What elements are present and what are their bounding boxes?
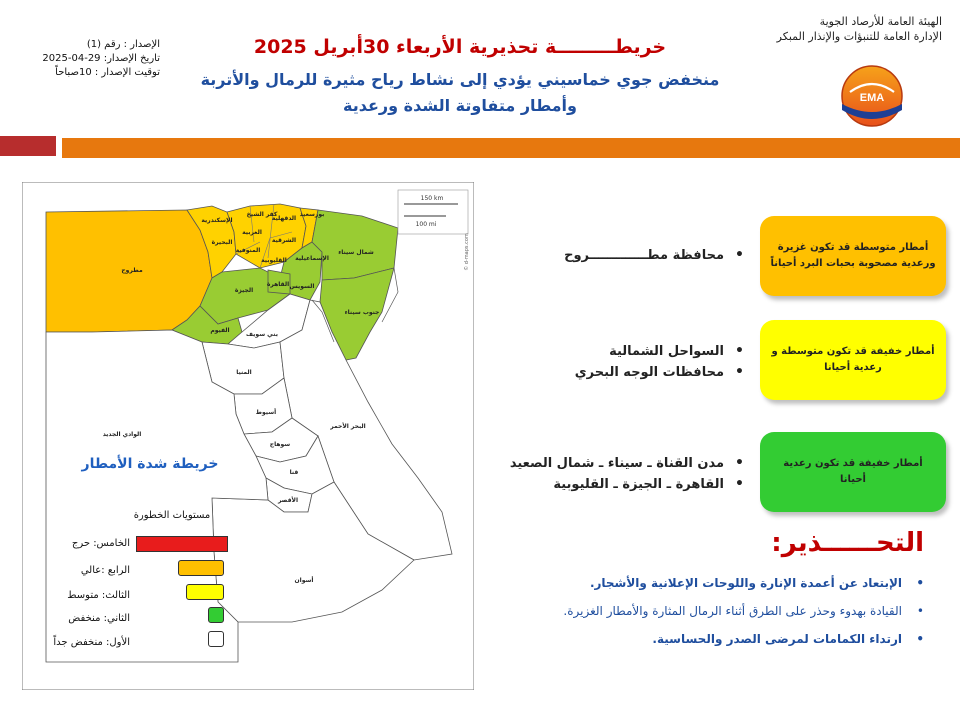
- map-scale-bar: [398, 190, 468, 234]
- map-credit: © d-maps.com: [464, 233, 470, 271]
- label-redsea: البحر الأحمر: [330, 423, 366, 430]
- warnings-list: [444, 576, 924, 646]
- label-qena: قنا: [289, 469, 299, 476]
- area-cairo-giza: • القاهرة ـ الجيزة ـ القليوبية: [444, 477, 744, 492]
- warning-item-1: • الإبتعاد عن أعمدة الإنارة واللوحات الإعلانية والأشجار.: [444, 576, 924, 590]
- label-portsaid: بورسعيد: [299, 211, 325, 218]
- map-title: خريطة شدة الأمطار: [81, 456, 219, 472]
- header-divider-red: [0, 136, 56, 156]
- label-sohag: سوهاج: [269, 441, 291, 448]
- legend-swatch-very-low: [208, 631, 224, 647]
- legend-label-low: الثاني: منخفض: [68, 613, 130, 624]
- area-matrouh: • محافظة مطـــــــــــــروح: [484, 248, 744, 263]
- legend-title: مستويات الخطورة: [133, 510, 211, 521]
- legend-swatch-low: [208, 607, 224, 623]
- label-fayoum: الفيوم: [210, 327, 230, 334]
- label-newvalley: الوادي الجديد: [102, 431, 142, 438]
- legend-swatch-high: [178, 560, 224, 576]
- legend-label-critical: الخامس: حرج: [71, 538, 130, 549]
- org-line-1: الهيئة العامة للأرصاد الجوية: [819, 15, 942, 28]
- label-matrouh: مطروح: [121, 267, 143, 274]
- label-beheira: البحيرة: [211, 239, 233, 246]
- forecast-card-yellow: أمطار خفيفة قد تكون متوسطة و رعدية أحيانا: [760, 320, 946, 400]
- label-benisuef: بني سويف: [246, 331, 278, 338]
- org-line-2: الإدارة العامة للتنبؤات والإنذار المبكر: [776, 30, 942, 43]
- label-cairo: القاهرة: [266, 281, 290, 288]
- label-luxor: الأقصر: [277, 497, 299, 504]
- legend-label-very-low: الأول: منخفض جداً: [53, 637, 130, 648]
- forecast-areas-yellow: [484, 344, 744, 386]
- label-aswan: أسوان: [294, 577, 314, 584]
- label-qalyubia: القليوبية: [261, 257, 287, 264]
- legend-swatch-critical: [136, 536, 228, 552]
- label-gharbia: الغربية: [242, 229, 262, 236]
- ema-logo: [824, 62, 920, 130]
- area-north-coast: • السواحل الشمالية: [484, 344, 744, 359]
- label-nsinai: شمال سيناء: [338, 249, 374, 256]
- legend-label-high: الرابع :عالي: [80, 565, 130, 576]
- label-ismailia: الإسماعيلية: [295, 255, 329, 262]
- legend-swatch-medium: [186, 584, 224, 600]
- label-alex: الإسكندرية: [201, 217, 233, 224]
- logo-text: EMA: [859, 92, 885, 104]
- label-ssinai: جنوب سيناء: [344, 309, 380, 316]
- label-kafr: كفر الشيخ: [246, 211, 278, 218]
- label-menofia: المنوفية: [235, 247, 261, 254]
- issue-time: توقيت الإصدار : 10صباحاً: [55, 67, 160, 78]
- issue-number: الإصدار : رقم (1): [86, 39, 160, 50]
- header-divider-orange: [62, 138, 960, 158]
- label-minya: المنيا: [236, 369, 252, 376]
- label-assiut: أسيوط: [255, 409, 277, 416]
- label-giza: الجيزة: [234, 287, 254, 294]
- scale-km: 150 km: [420, 195, 444, 202]
- issue-date: تاريخ الإصدار: 29-04-2025: [42, 53, 160, 64]
- issue-info: [10, 38, 160, 80]
- forecast-areas-green: [444, 456, 744, 498]
- label-sharqia: الشرقية: [271, 237, 297, 244]
- page-title: خريطـــــــــة تحذيرية الأربعاء 30أبريل 2025: [253, 36, 667, 58]
- warnings-title: التحــــــذير:: [771, 528, 924, 558]
- legend-label-medium: الثالث: متوسط: [67, 590, 130, 601]
- subtitle-line-1: منخفض جوي خماسيني يؤدي إلى نشاط رياح مثيرة للرمال والأتربة: [200, 70, 720, 89]
- warning-item-2: • القيادة بهدوء وحذر على الطرق أثناء الرمال المثارة والأمطار الغزيرة.: [444, 604, 924, 618]
- warning-item-3: • ارتداء الكمامات لمرضى الصدر والحساسية.: [444, 632, 924, 646]
- scale-mi: 100 mi: [415, 221, 437, 228]
- label-dakahlia: الدقهلية: [271, 215, 297, 222]
- subtitle-line-2: وأمطار متفاوتة الشدة ورعدية: [343, 96, 577, 115]
- forecast-areas-orange: [484, 248, 744, 269]
- label-suez: السويس: [289, 283, 315, 290]
- area-lower-egypt: • محافظات الوجه البحري: [484, 365, 744, 380]
- forecast-card-orange: أمطار متوسطة قد تكون غزيرة ورعدية مصحوبة بحبات البرد أحياناً: [760, 216, 946, 296]
- forecast-card-green: أمطار خفيفة قد تكون رعدية أحيانا: [760, 432, 946, 512]
- area-canal-sinai: • مدن القناة ـ سيناء ـ شمال الصعيد: [444, 456, 744, 471]
